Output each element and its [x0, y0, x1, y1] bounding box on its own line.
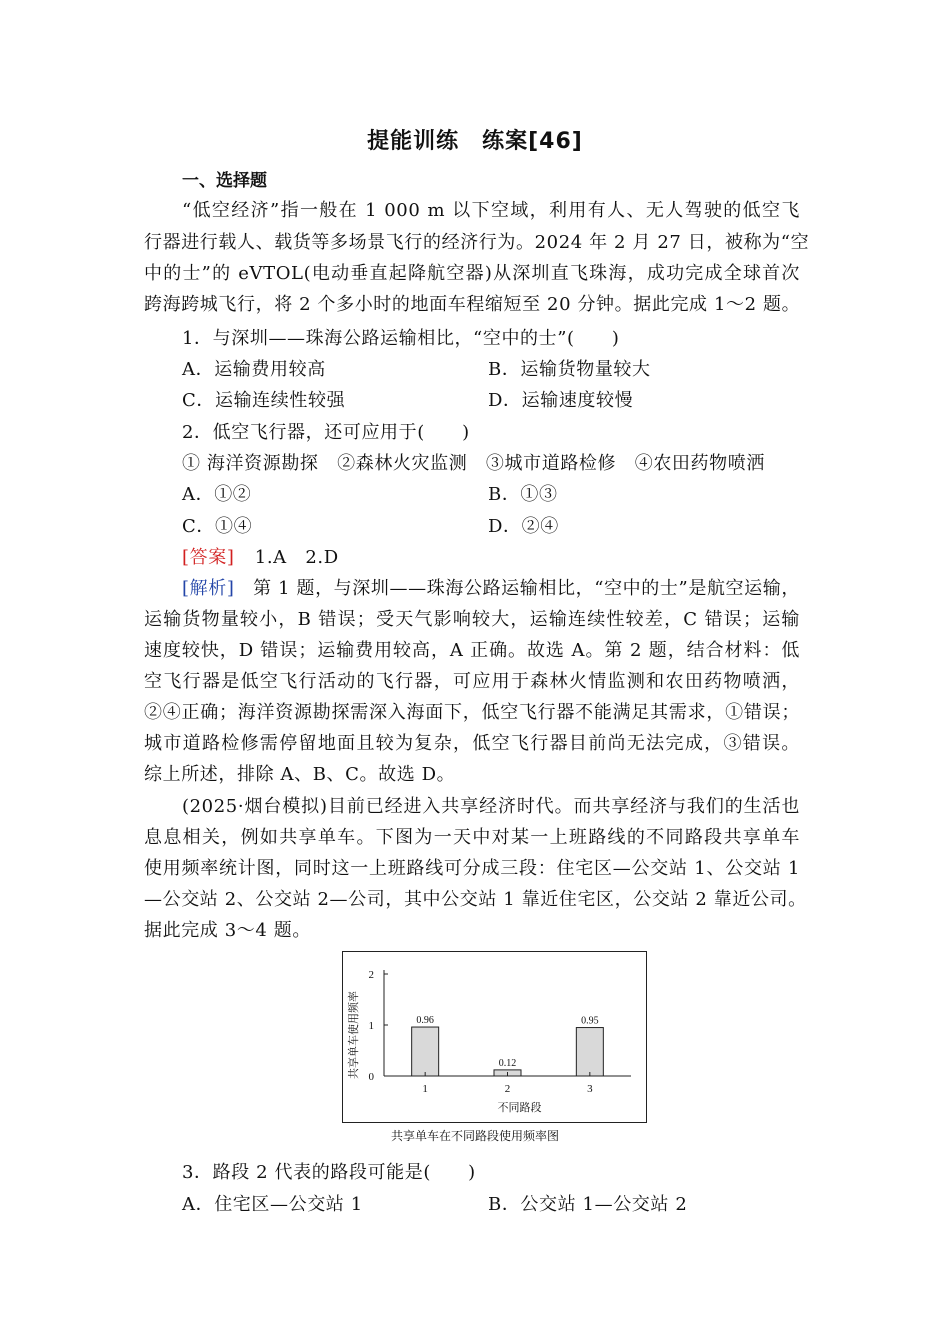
y-axis-label: 共享单车使用频率	[347, 991, 360, 1079]
page-title: 提能训练 练案[46]	[367, 129, 583, 154]
question-2-option-d[interactable]: D．②④	[488, 516, 559, 537]
bar	[412, 1027, 439, 1076]
passage2-line: 使用频率统计图，同时这一上班路线可分成三段：住宅区—公交站 1、公交站 1	[144, 858, 800, 879]
bar-value-label: 0.12	[498, 1057, 517, 1069]
passage1-line: 行器进行载人、载货等多场景飞行的经济行为。2024 年 2 月 27 日，被称为“空	[144, 232, 810, 253]
question-2-option-a[interactable]: A．①②	[182, 484, 252, 505]
question-3-option-b[interactable]: B．公交站 1—公交站 2	[488, 1194, 688, 1215]
question-1-option-b[interactable]: B．运输货物量较大	[488, 359, 651, 380]
bar-chart	[343, 952, 646, 1122]
answer-tag: [答案]	[182, 547, 235, 568]
answer-line	[182, 543, 339, 569]
bar-value-label: 0.95	[581, 1015, 599, 1027]
section-heading: 一、选择题	[182, 171, 267, 191]
question-1-option-d[interactable]: D．运输速度较慢	[488, 390, 634, 411]
question-2-items: ① 海洋资源勘探 ②森林火灾监测 ③城市道路检修 ④农田药物喷洒	[182, 453, 765, 474]
x-tick-label: 2	[504, 1083, 511, 1095]
analysis-line: 空飞行器是低空飞行活动的飞行器，可应用于森林火情监测和农田药物喷洒，	[144, 671, 800, 692]
question-1-option-c[interactable]: C．运输连续性较强	[182, 390, 346, 411]
passage2-line: 据此完成 3～4 题。	[144, 920, 311, 941]
question-1-stem: 1．与深圳——珠海公路运输相比，“空中的士”( )	[182, 328, 620, 349]
question-1-option-a[interactable]: A．运输费用较高	[182, 359, 326, 380]
bar-value-label: 0.96	[416, 1015, 434, 1027]
analysis-line: 城市道路检修需停留地面且较为复杂，低空飞行器目前尚无法完成，③错误。	[144, 733, 800, 754]
y-tick-label: 0	[368, 1071, 374, 1083]
analysis-tag: [解析]	[182, 578, 235, 599]
passage2-source: (2025·烟台模拟)	[182, 796, 328, 817]
y-tick-label: 2	[368, 969, 374, 981]
chart-caption: 共享单车在不同路段使用频率图	[390, 1129, 559, 1143]
question-3-option-a[interactable]: A．住宅区—公交站 1	[182, 1194, 363, 1215]
analysis-first-line	[182, 574, 800, 600]
analysis-line: 运输货物量较小，B 错误；受天气影响较大，运输连续性较差，C 错误；运输	[144, 609, 800, 630]
passage1-line: “低空经济”指一般在 1 000 m 以下空域，利用有人、无人驾驶的低空飞	[182, 200, 800, 221]
passage2-first-text: 目前已经进入共享经济时代。而共享经济与我们的生活也	[327, 796, 800, 817]
bar-chart-frame	[342, 951, 647, 1123]
passage2-line: —公交站 2、公交站 2—公司，其中公交站 1 靠近住宅区，公交站 2 靠近公司。	[144, 889, 807, 910]
analysis-first-text: 第 1 题，与深圳——珠海公路运输相比，“空中的士”是航空运输，	[253, 578, 800, 599]
x-tick-label: 3	[587, 1083, 593, 1095]
analysis-line: 速度较快，D 错误；运输费用较高，A 正确。故选 A。第 2 题，结合材料：低	[144, 640, 800, 661]
analysis-line: 综上所述，排除 A、B、C。故选 D。	[144, 764, 456, 785]
analysis-line: ②④正确；海洋资源勘探需深入海面下，低空飞行器不能满足其需求，①错误；	[144, 702, 800, 723]
x-tick-label: 1	[422, 1083, 428, 1095]
passage1-line: 跨海跨城飞行，将 2 个多小时的地面车程缩短至 20 分钟。据此完成 1～2 题。	[144, 294, 801, 315]
answer-text: 1.A 2.D	[254, 547, 339, 568]
question-3-stem: 3．路段 2 代表的路段可能是( )	[182, 1162, 476, 1183]
y-tick-label: 1	[368, 1020, 374, 1032]
x-axis-label: 不同路段	[497, 1101, 542, 1114]
question-2-option-b[interactable]: B．①③	[488, 484, 558, 505]
passage2-line: 息息相关，例如共享单车。下图为一天中对某一上班路线的不同路段共享单车	[144, 827, 800, 848]
passage2-first-line	[182, 792, 800, 818]
question-2-option-c[interactable]: C．①④	[182, 516, 253, 537]
passage1-line: 中的士”的 eVTOL(电动垂直起降航空器)从深圳直飞珠海，成功完成全球首次	[144, 263, 800, 284]
bar	[576, 1028, 603, 1076]
question-2-stem: 2．低空飞行器，还可应用于( )	[182, 422, 470, 443]
